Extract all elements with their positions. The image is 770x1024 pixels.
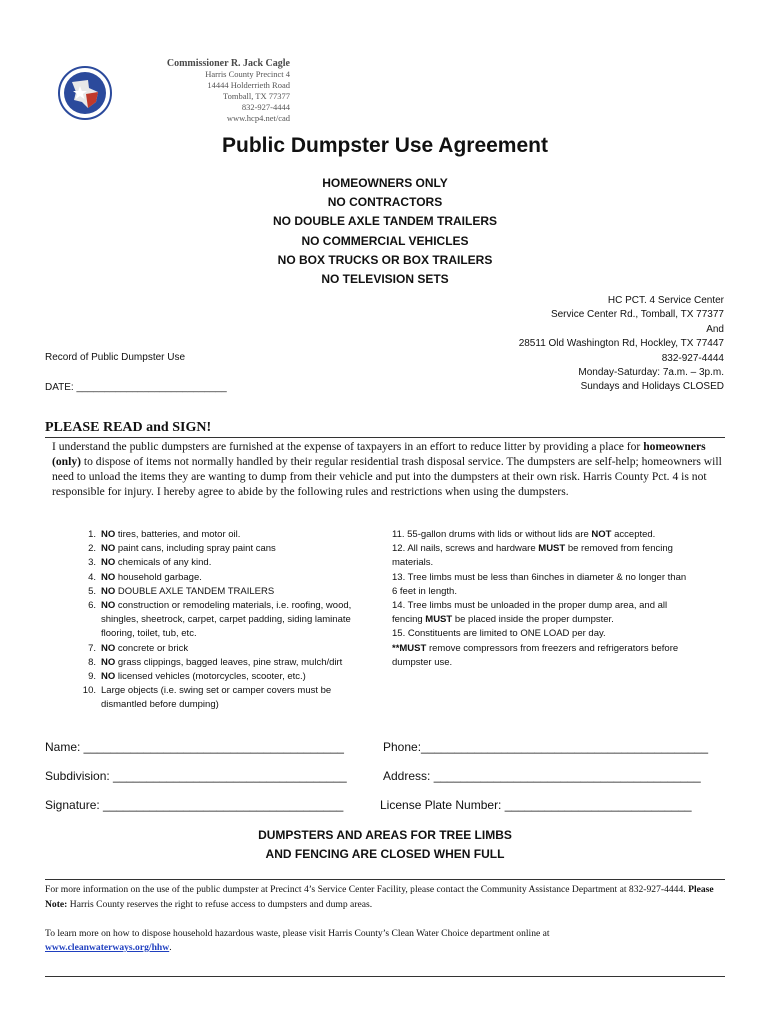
- rule-text: [101, 542, 383, 556]
- rule-line: [101, 585, 383, 599]
- rule-line-text: materials.: [392, 557, 434, 569]
- restriction-line: NO BOX TRUCKS OR BOX TRAILERS: [277, 252, 493, 267]
- letterhead-line: 14444 Holderrieth Road: [207, 80, 290, 90]
- date-field[interactable]: DATE: ___________________________: [45, 382, 227, 393]
- intro-text: I understand the public dumpsters are furnished at the expense of taxpayers in an effort to reduce litter by providing a place for: [52, 440, 641, 453]
- closed-notice: [0, 826, 770, 864]
- rule-text: [101, 684, 383, 712]
- rule-line-text: chemicals of any kind.: [115, 557, 212, 569]
- rule-line: [101, 698, 383, 712]
- letterhead-line: Tomball, TX 77377: [222, 91, 290, 101]
- rule-line-text: be removed from fencing: [565, 543, 673, 555]
- rule-line-text: construction or remodeling materials, i.e. roofing, wood,: [115, 600, 352, 612]
- rule-bold: NO: [101, 543, 116, 555]
- service-center-line: Monday-Saturday: 7a.m. – 3p.m.: [578, 367, 724, 379]
- rule-item: [48, 670, 383, 684]
- rule-number: 1.: [88, 529, 96, 540]
- service-center-line: Sundays and Holidays CLOSED: [580, 381, 724, 393]
- rule-number: 4.: [88, 571, 96, 583]
- letterhead-line: www.hcp4.net/cad: [226, 113, 290, 123]
- intro-bold: homeowners (only): [52, 440, 706, 468]
- rule-line: [101, 670, 383, 684]
- section-divider: [45, 437, 725, 438]
- rule-line-text: Large objects (i.e. swing set or camper covers must be: [101, 685, 332, 697]
- hhw-link[interactable]: www.cleanwaterways.org/hhw: [45, 942, 170, 953]
- rule-item: [48, 642, 383, 656]
- section-divider: [45, 879, 725, 880]
- rule-bold: NO: [101, 571, 116, 583]
- rule-line-text: licensed vehicles (motorcycles, scooter, etc.): [115, 671, 306, 683]
- address-field[interactable]: Address: ________________________________________: [383, 769, 701, 783]
- restriction-line: NO DOUBLE AXLE TANDEM TRAILERS: [273, 214, 497, 229]
- info-paragraph: [45, 882, 727, 912]
- rule-line-text: 13. Tree limbs must be less than 6inches in diameter & no longer than: [392, 571, 687, 583]
- rule-line: [392, 556, 724, 570]
- rule-bold: NO: [101, 671, 116, 683]
- rules-list-right: [392, 528, 724, 670]
- rule-text: [101, 556, 383, 570]
- info-text-2: Harris County reserves the right to refuse access to dumpsters and dump areas.: [67, 899, 373, 910]
- restriction-line: NO CONTRACTORS: [327, 195, 443, 210]
- rule-line-text: remove compressors from freezers and refrigerators before: [426, 642, 679, 654]
- rule-line-text: flooring, toilet, tub, etc.: [101, 628, 197, 640]
- closed-notice-line: AND FENCING ARE CLOSED WHEN FULL: [265, 847, 505, 861]
- rule-item: [48, 585, 383, 599]
- please-read-heading: PLEASE READ and SIGN!: [45, 420, 212, 435]
- subdivision-field[interactable]: Subdivision: ___________________________________: [45, 769, 347, 783]
- rule-line: [392, 571, 724, 585]
- rule-bold: NO: [101, 600, 116, 612]
- rule-item: [48, 571, 383, 585]
- page-title: Public Dumpster Use Agreement: [222, 134, 548, 157]
- rule-item: [48, 556, 383, 570]
- rule-line: [101, 599, 383, 613]
- footer-divider: [45, 976, 725, 977]
- rule-bold: NOT: [591, 529, 612, 540]
- rule-line-text: dismantled before dumping): [101, 699, 219, 711]
- rule-text: [101, 599, 383, 642]
- rule-number: 9.: [88, 671, 96, 683]
- restriction-line: NO COMMERCIAL VEHICLES: [301, 233, 469, 248]
- rule-bold: NO: [101, 557, 116, 569]
- license-plate-field[interactable]: License Plate Number: ____________________________: [380, 798, 692, 812]
- rule-line: [101, 556, 383, 570]
- rule-bold: MUST: [538, 543, 566, 555]
- service-center-line: And: [706, 323, 724, 335]
- rule-line-text: grass clippings, bagged leaves, pine straw, mulch/dirt: [115, 656, 343, 668]
- rule-line: [101, 613, 383, 627]
- rule-line: [101, 571, 383, 585]
- record-label: Record of Public Dumpster Use: [45, 352, 186, 363]
- rule-line: [101, 627, 383, 641]
- rule-line: [392, 656, 724, 670]
- rule-line-text: accepted.: [611, 529, 656, 540]
- restrictions-list: [0, 174, 770, 289]
- rule-line-text: DOUBLE AXLE TANDEM TRAILERS: [115, 585, 275, 597]
- service-center-info: [519, 294, 724, 395]
- rule-line-text: be placed inside the proper dumpster.: [452, 614, 614, 626]
- signature-field[interactable]: Signature: ____________________________________: [45, 798, 344, 812]
- closed-notice-line: DUMPSTERS AND AREAS FOR TREE LIMBS: [258, 828, 512, 842]
- restriction-line: HOMEOWNERS ONLY: [322, 176, 448, 190]
- commissioner-name: Commissioner R. Jack Cagle: [166, 58, 290, 69]
- county-seal-logo: [58, 66, 112, 120]
- hhw-end: .: [169, 942, 172, 953]
- rule-text: [101, 585, 383, 599]
- rule-number: 10.: [82, 685, 96, 697]
- rule-line-text: dumpster use.: [392, 656, 453, 668]
- rule-line-text: 12. All nails, screws and hardware: [392, 543, 539, 555]
- service-center-line: 832-927-4444: [661, 352, 724, 364]
- rule-bold: NO: [101, 642, 116, 654]
- rule-line: [101, 528, 383, 542]
- info-bold: Please Note:: [45, 884, 714, 910]
- rule-line: [392, 613, 724, 627]
- rule-text: [101, 528, 383, 542]
- rule-item: [48, 684, 383, 712]
- rule-line-text: paint cans, including spray paint cans: [115, 543, 276, 555]
- hhw-paragraph: [45, 927, 727, 955]
- rule-line-text: 15. Constituents are limited to ONE LOAD per day.: [392, 628, 606, 640]
- name-field[interactable]: Name: _______________________________________: [45, 740, 344, 754]
- rule-text: [101, 571, 383, 585]
- rule-text: [101, 656, 383, 670]
- rule-item: [48, 542, 383, 556]
- rule-bold: MUST: [425, 614, 453, 626]
- phone-field[interactable]: Phone:___________________________________________: [383, 740, 709, 754]
- rule-number: 3.: [88, 557, 96, 569]
- letterhead-line: Harris County Precinct 4: [205, 69, 290, 79]
- rule-line: [392, 542, 724, 556]
- rule-bold: NO: [101, 656, 116, 668]
- rule-line-text: concrete or brick: [115, 642, 189, 654]
- rule-number: 8.: [88, 656, 96, 668]
- letterhead-address: [120, 58, 290, 124]
- rule-text: [101, 642, 383, 656]
- hhw-text: To learn more on how to dispose household hazardous waste, please visit Harris County’s Clean Water Choice department online at: [45, 928, 550, 939]
- rule-item: [48, 528, 383, 542]
- service-center-line: HC PCT. 4 Service Center: [607, 295, 724, 306]
- rule-number: 6.: [88, 600, 96, 612]
- rule-line-text: tires, batteries, and motor oil.: [115, 529, 241, 540]
- rule-text: [101, 670, 383, 684]
- rule-bold: **MUST: [392, 642, 427, 654]
- rule-line-text: household garbage.: [115, 571, 202, 583]
- rule-item: [48, 656, 383, 670]
- service-center-line: Service Center Rd., Tomball, TX 77377: [550, 309, 724, 321]
- rule-bold: NO: [101, 529, 116, 540]
- rule-line: [101, 542, 383, 556]
- rule-line: [101, 656, 383, 670]
- rule-line: [392, 627, 724, 641]
- rule-line: [392, 599, 724, 613]
- restriction-line: NO TELEVISION SETS: [321, 271, 449, 286]
- letterhead-line: 832-927-4444: [241, 102, 290, 112]
- rule-line-text: 11. 55-gallon drums with lids or without lids are: [392, 529, 592, 540]
- rule-line: [392, 528, 724, 542]
- intro-text-2: to dispose of items not normally handled by their regular residential trash disposal service. The dumpsters are self-help; homeowners will need to unload the items they are wanting to dump from their vehicle and put into the dumpsters at their own risk. Harris County Pct. 4 is not responsible for injury. I hereby agree to abide by the following rules and restrictions when using the dumpsters.: [52, 455, 722, 498]
- rule-line-text: shingles, sheetrock, carpet, carpet padding, siding laminate: [101, 614, 351, 626]
- rule-line: [392, 642, 724, 656]
- rule-line: [392, 585, 724, 599]
- rule-line-text: fencing: [392, 614, 426, 626]
- service-center-line: 28511 Old Washington Rd, Hockley, TX 77447: [518, 338, 724, 350]
- rules-list-left: [48, 528, 383, 713]
- rule-line-text: 14. Tree limbs must be unloaded in the proper dump area, and all: [392, 600, 668, 612]
- agreement-intro: [52, 439, 728, 499]
- rule-line: [101, 684, 383, 698]
- rule-number: 2.: [88, 543, 96, 555]
- rule-number: 5.: [88, 585, 96, 597]
- info-text: For more information on the use of the public dumpster at Precinct 4’s Service Center Facility, please contact the Community Assistance Department at 832-927-4444.: [45, 884, 689, 895]
- rule-line: [101, 642, 383, 656]
- rule-bold: NO: [101, 585, 116, 597]
- rule-item: [48, 599, 383, 642]
- rule-number: 7.: [88, 642, 96, 654]
- rule-line-text: 6 feet in length.: [392, 585, 457, 597]
